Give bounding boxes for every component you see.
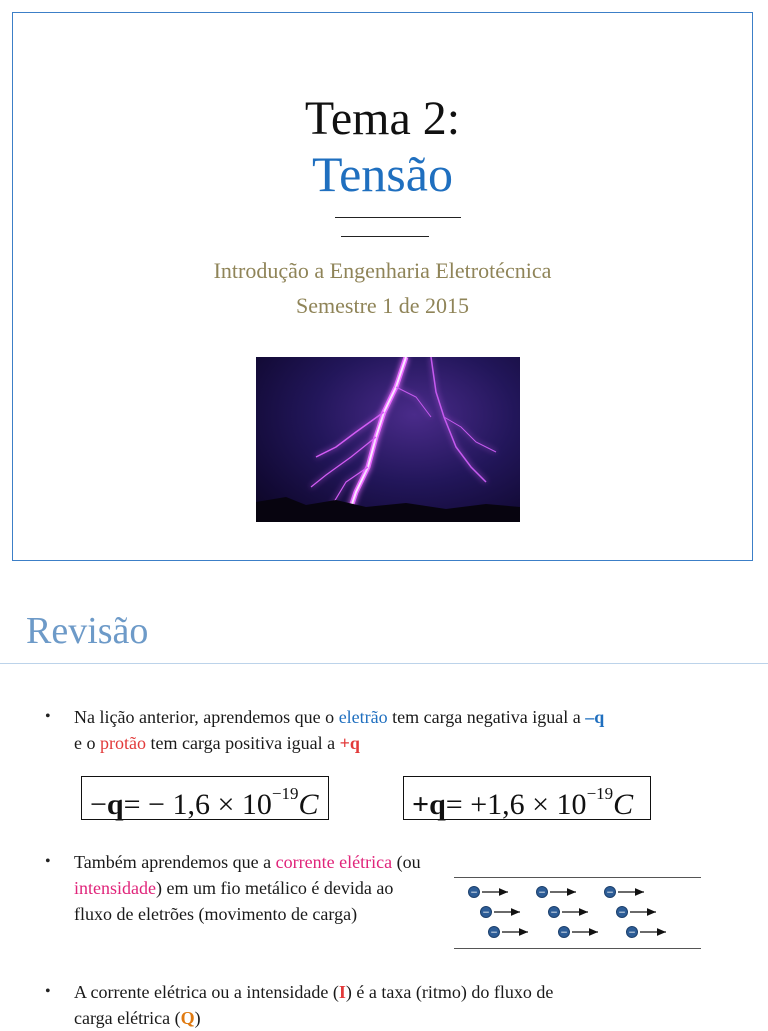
bullet-current-review [45, 849, 421, 927]
svg-text:−: − [538, 888, 546, 898]
bullet-charge-review [45, 704, 605, 756]
svg-text:−: − [560, 928, 568, 938]
svg-text:−: − [550, 908, 558, 918]
formula-value: = +1,6 × 10 [445, 788, 587, 821]
divider-line-short [341, 236, 429, 237]
course-name: Introdução a Engenharia Eletrotécnica [213, 258, 552, 283]
electron-icon [617, 907, 657, 919]
current-symbol: I [338, 982, 346, 1002]
formula-unit: C [613, 788, 634, 821]
bullet-line [74, 730, 604, 756]
bullet-text: Também aprendemos que a [74, 852, 276, 872]
negative-charge-symbol: –q [585, 707, 605, 727]
charge-symbol: Q [180, 1008, 195, 1028]
bullet-dot-icon: • [45, 853, 51, 870]
electron-icon [559, 927, 599, 939]
svg-text:−: − [628, 928, 636, 938]
current-term: corrente elétrica [275, 852, 393, 872]
bullet-dot-icon: • [45, 983, 51, 1000]
bullet-line [74, 875, 421, 901]
svg-text:−: − [482, 908, 490, 918]
bullet-line [74, 901, 421, 927]
title-slide [12, 12, 753, 561]
bullet-text: carga elétrica ( [74, 1008, 181, 1028]
electron-flow-svg [454, 878, 701, 948]
bullet-dot-icon: • [45, 708, 51, 725]
formula-value: = − 1,6 × 10 [123, 788, 272, 821]
bullet-line [74, 849, 421, 875]
formula-sign: − [90, 788, 107, 821]
electron-icon [489, 927, 529, 939]
formula-q: q [106, 788, 124, 821]
bullet-line [74, 1005, 553, 1031]
svg-text:−: − [490, 928, 498, 938]
svg-text:−: − [470, 888, 478, 898]
bullet-text: e o [74, 733, 100, 753]
electron-icon [549, 907, 589, 919]
bullet-text: tem carga positiva igual a [145, 733, 340, 753]
formula-exponent: −19 [271, 784, 299, 803]
electron-icon [481, 907, 521, 919]
proton-charge-formula [403, 776, 651, 820]
bullet-text: A corrente elétrica ou a intensidade ( [74, 982, 339, 1002]
bullet-text: tem carga negativa igual a [387, 707, 586, 727]
slide-subtitle: Tensão [312, 146, 453, 202]
bullet-text: Na lição anterior, aprendemos que o [74, 707, 339, 727]
title-underline [0, 663, 768, 664]
electron-term: eletrão [338, 707, 388, 727]
svg-text:−: − [618, 908, 626, 918]
slide-title: Tema 2: [304, 92, 461, 145]
electron-charge-formula [81, 776, 329, 820]
positive-charge-symbol: +q [339, 733, 360, 753]
bullet-line [74, 704, 604, 730]
bullet-text: (ou [392, 852, 421, 872]
proton-term: protão [100, 733, 146, 753]
electron-icon [605, 887, 645, 899]
bullet-current-definition [45, 979, 554, 1031]
semester-label: Semestre 1 de 2015 [296, 293, 469, 318]
electron-flow-wire-diagram [454, 877, 701, 949]
electron-icon [469, 887, 509, 899]
bullet-text: fluxo de eletrões (movimento de carga) [74, 904, 358, 924]
bullet-line [74, 979, 553, 1005]
lightning-bolt-photo [256, 357, 520, 522]
electron-icon [627, 927, 667, 939]
divider-line [335, 217, 461, 218]
formula-q: q [429, 788, 446, 821]
formula-sign: + [412, 788, 430, 821]
intensity-term: intensidade [74, 878, 156, 898]
bullet-text: ) é a taxa (ritmo) do fluxo de [345, 982, 554, 1002]
bullet-text: ) [194, 1008, 201, 1028]
electron-icon [537, 887, 577, 899]
svg-text:−: − [606, 888, 614, 898]
formula-exponent: −19 [586, 784, 614, 803]
section-title: Revisão [26, 610, 149, 652]
formula-unit: C [298, 788, 319, 821]
bullet-text: ) em um fio metálico é devida ao [155, 878, 394, 898]
